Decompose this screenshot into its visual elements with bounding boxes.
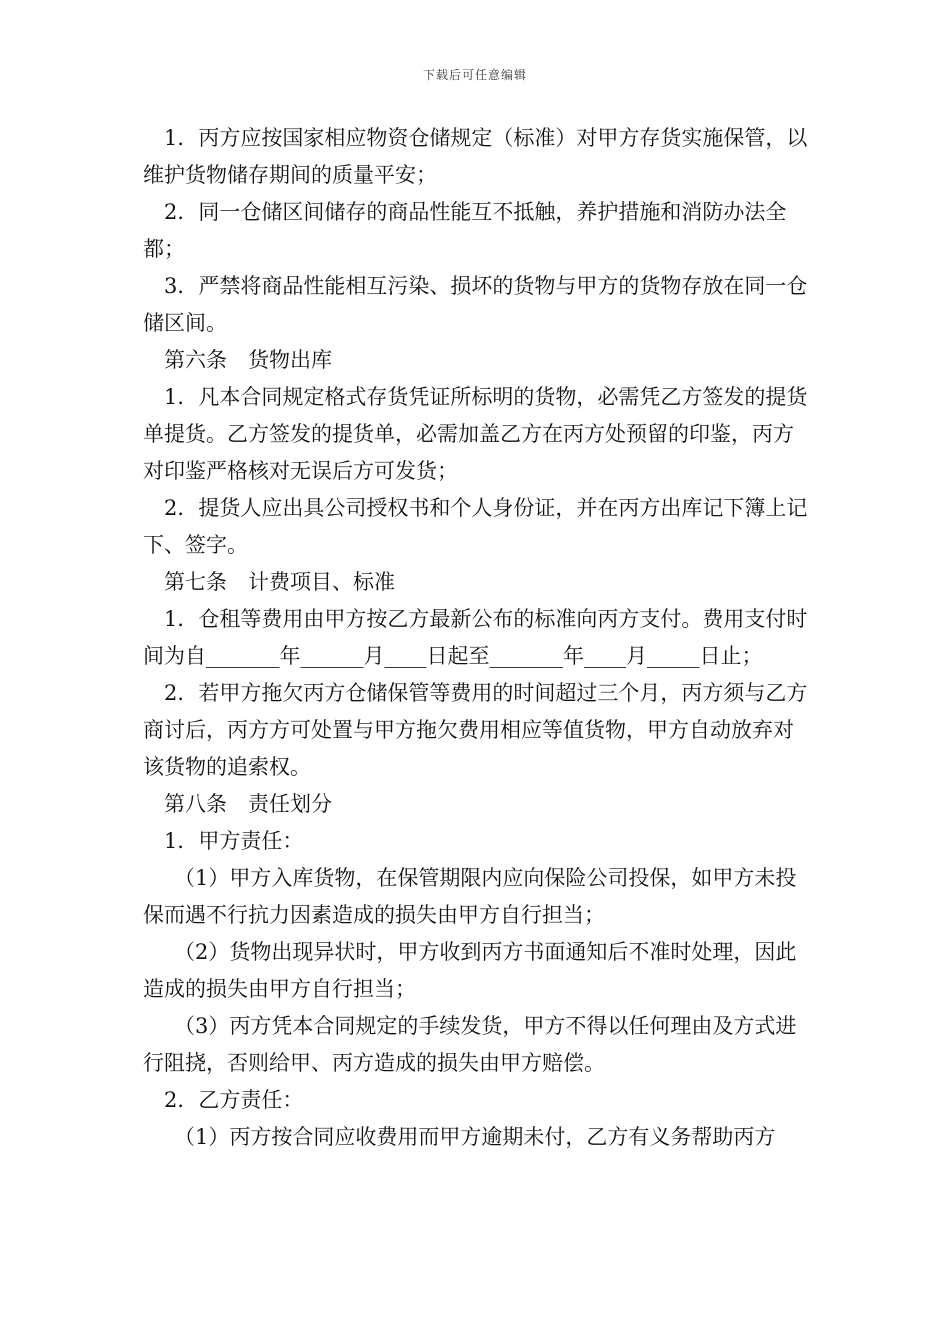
clause-8-item-2: 2．乙方责任：: [164, 1088, 304, 1112]
document-body: [143, 120, 811, 1156]
clause-5-item-3: 3．严禁将商品性能相互污染、损坏的货物与甲方的货物存放在同一仓储区间。: [143, 274, 808, 335]
clause-8-item-1: 1．甲方责任：: [164, 829, 304, 853]
clause-5-item-1: 1．丙方应按国家相应物资仓储规定（标准）对甲方存货实施保管，以维护货物储存期间的质量平安；: [143, 126, 808, 187]
page-header: 下载后可任意编辑: [422, 68, 527, 82]
clause-7-item-2: 2．若甲方拖欠丙方仓储保管等费用的时间超过三个月，丙方须与乙方商讨后，丙方方可处置与甲方拖欠费用相应等值货物，甲方自动放弃对该货物的追索权。: [143, 681, 808, 779]
clause-8-item-1-sub-1: （1）甲方入库货物，在保管期限内应向保险公司投保，如甲方未投保而遇不行抗力因素造成的损失由甲方自行担当；: [143, 866, 797, 927]
clause-8-item-1-sub-3: （3）丙方凭本合同规定的手续发货，甲方不得以任何理由及方式进行阻挠，否则给甲、丙方造成的损失由甲方赔偿。: [143, 1014, 797, 1075]
clause-7-item-1: 1．仓租等费用由甲方按乙方最新公布的标准向丙方支付。费用支付时间为自_______年______月____日起至_______年____月_____日止；: [143, 607, 808, 668]
clause-8-item-2-sub-1: （1）丙方按合同应收费用而甲方逾期未付，乙方有义务帮助丙方: [174, 1125, 776, 1149]
clause-8-item-1-sub-2: （2）货物出现异状时，甲方收到丙方书面通知后不准时处理，因此造成的损失由甲方自行担当；: [143, 940, 797, 1001]
clause-6-item-2: 2．提货人应出具公司授权书和个人身份证，并在丙方出库记下簿上记下、签字。: [143, 496, 808, 557]
clause-5-item-2: 2．同一仓储区间储存的商品性能互不抵触，养护措施和消防办法全都；: [143, 200, 787, 261]
clause-7-heading: 第七条 计费项目、标准: [164, 570, 395, 594]
clause-8-heading: 第八条 责任划分: [164, 792, 332, 816]
clause-6-heading: 第六条 货物出库: [164, 348, 332, 372]
clause-6-item-1: 1．凡本合同规定格式存货凭证所标明的货物，必需凭乙方签发的提货单提货。乙方签发的提货单，必需加盖乙方在丙方处预留的印鉴，丙方对印鉴严格核对无误后方可发货；: [143, 385, 808, 483]
